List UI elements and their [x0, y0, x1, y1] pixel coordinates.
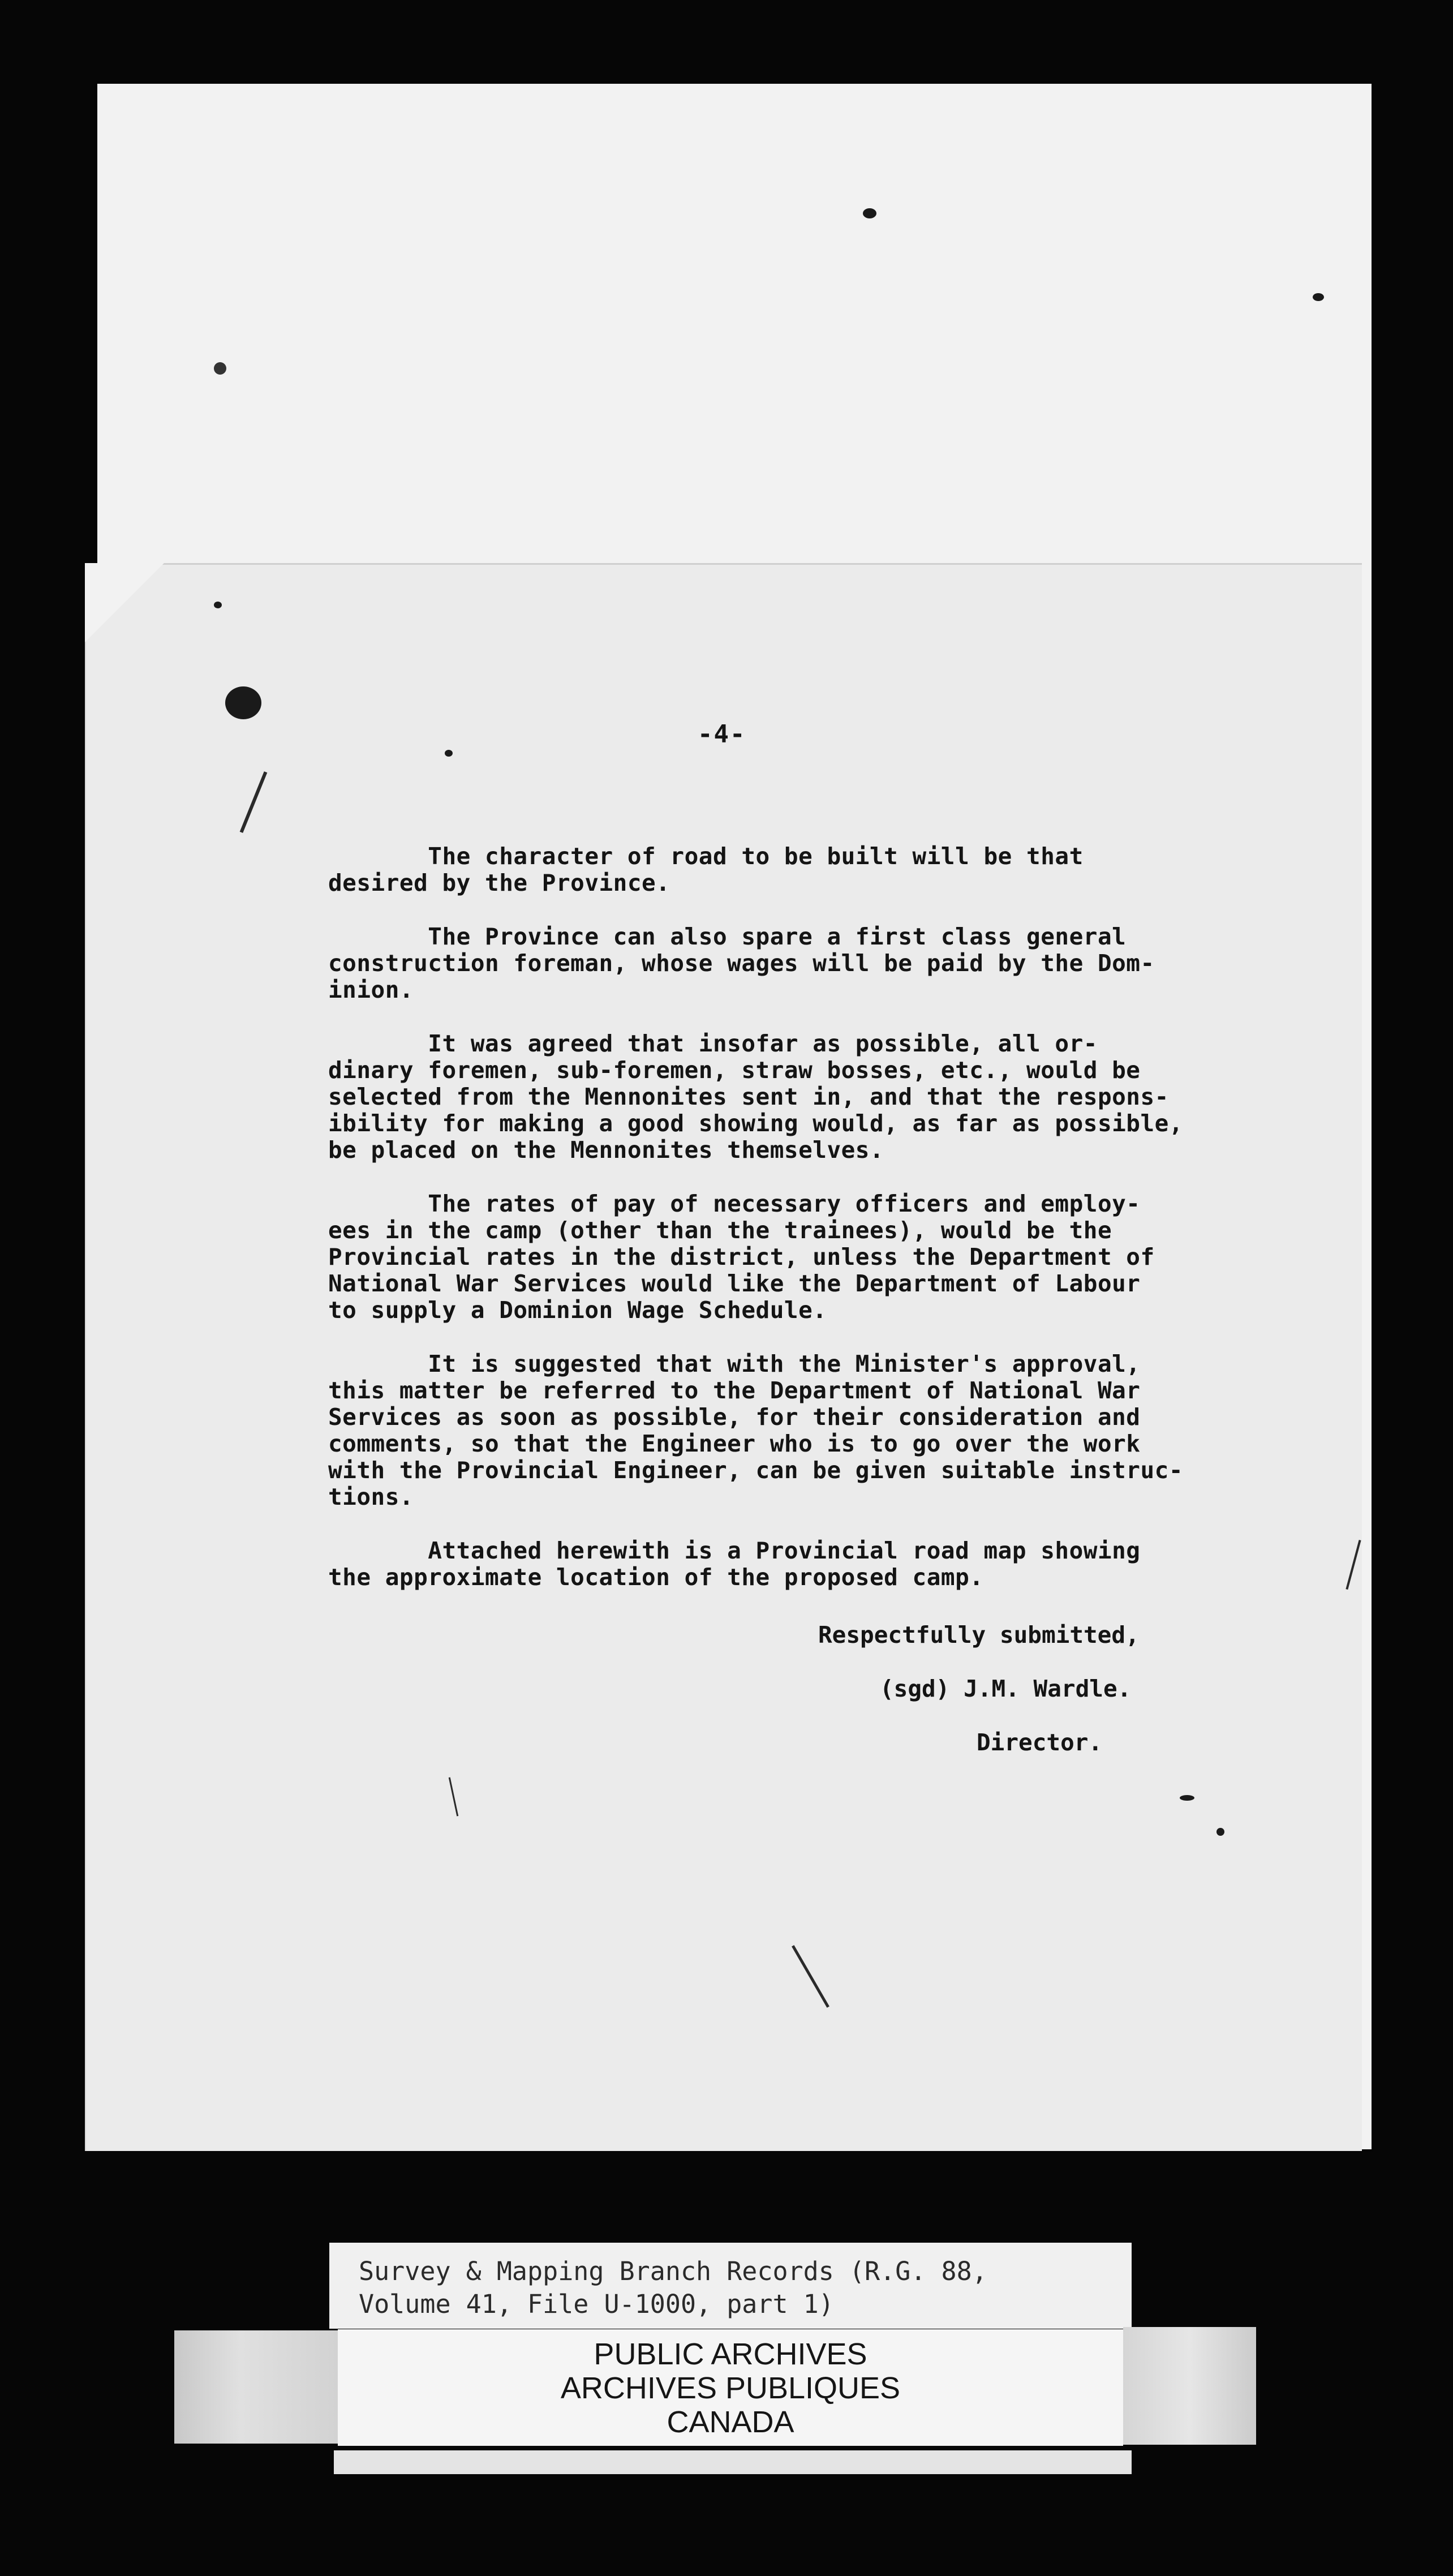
folded-corner: [85, 563, 164, 642]
paragraph-road-map: Attached herewith is a Provincial road map showing the approximate location of the proposed camp.: [328, 1537, 1141, 1591]
ink-blot: [225, 686, 261, 719]
speck: [1180, 1795, 1194, 1801]
signature: (sgd) J.M. Wardle.: [880, 1675, 1132, 1702]
tape-left: [174, 2330, 338, 2444]
speck: [214, 362, 226, 375]
reference-line-1: Survey & Mapping Branch Records (R.G. 88,: [359, 2256, 987, 2286]
letter-body: [328, 843, 1290, 1618]
speck: [214, 602, 222, 608]
paragraph-mennonite-foremen: It was agreed that insofar as possible, all or- dinary foremen, sub-foremen, straw bosses, etc., would be selected from the Mennonites sent in, and that the respons- ibility for making a good showing would, as far as possible, be placed on the Mennonites themselves.: [328, 1030, 1184, 1164]
paragraph-referral-suggestion: It is suggested that with the Minister's approval, this matter be referred to the Department of National War Services as soon as possible, for their consideration and comments, so that the Engineer who is to go over the work with the Provincial Engineer, can be given suitable instruc- tions.: [328, 1350, 1184, 1510]
speck: [445, 750, 453, 757]
speck: [1313, 293, 1324, 301]
archive-reference-text: [359, 2255, 987, 2321]
archive-stamp-label: [338, 2329, 1123, 2446]
archive-line-archives-publiques: ARCHIVES PUBLIQUES: [560, 2371, 901, 2405]
speck: [1216, 1828, 1224, 1836]
speck: [863, 208, 876, 218]
signer-title: Director.: [977, 1729, 1103, 1756]
paragraph-rates-of-pay: The rates of pay of necessary officers and employ- ees in the camp (other than the trainees), would be the Provincial rates in the district, unless the Department of National War Services would like the Department of Labour to supply a Dominion Wage Schedule.: [328, 1190, 1155, 1324]
archive-reference-label: [329, 2243, 1132, 2329]
archive-line-public-archives: PUBLIC ARCHIVES: [594, 2337, 867, 2371]
closing: Respectfully submitted,: [818, 1621, 1140, 1648]
reference-line-2: Volume 41, File U-1000, part 1): [359, 2289, 834, 2319]
paragraph-road-character: The character of road to be built will be that desired by the Province.: [328, 843, 1084, 896]
archive-line-canada: CANADA: [667, 2405, 794, 2439]
tape-right: [1123, 2327, 1256, 2445]
paragraph-construction-foreman: The Province can also spare a first class general construction foreman, whose wages will be paid by the Dom- inion.: [328, 923, 1155, 1003]
page-number: -4-: [698, 720, 746, 749]
label-strip: [334, 2450, 1132, 2474]
